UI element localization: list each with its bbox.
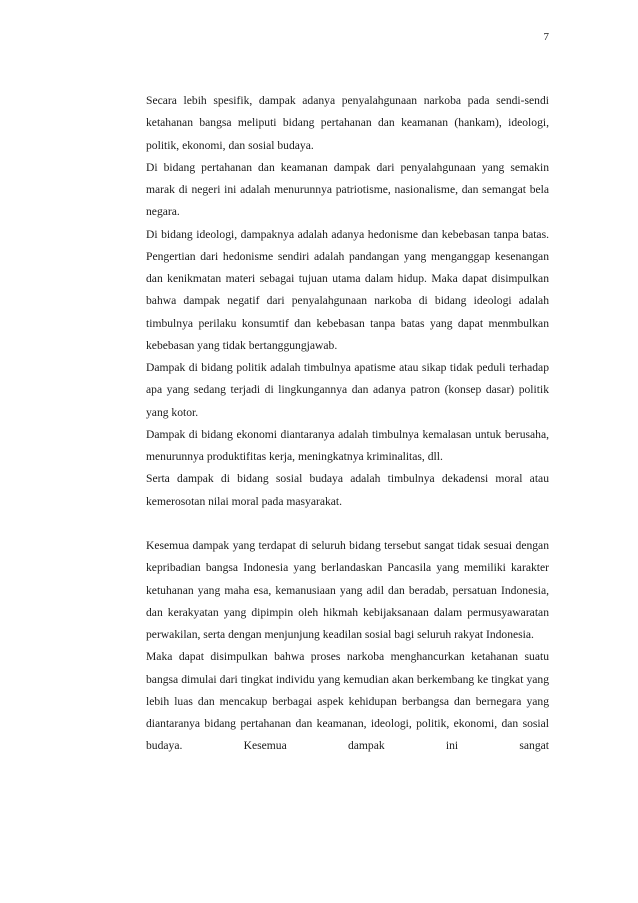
paragraph-conclusion: Maka dapat disimpulkan bahwa proses narkoba menghancurkan ketahanan suatu bangsa dimulai dari tingkat individu yang kemudian akan berkembang ke tingkat yang lebih luas dan mencakup berbagai aspek kehidupan berbangsa dan bernegara yang diantaranya bidang pertahanan dan keamanan, ideologi, politik, ekonomi, dan sosial budaya. Kesemua dampak ini sangat bbox=[146, 650, 549, 753]
paragraph-politics: Dampak di bidang politik adalah timbulnya apatisme atau sikap tidak peduli terhadap apa yang sedang terjadi di lingkungannya dan adanya patron (konsep dasar) politik yang kotor. bbox=[146, 361, 549, 419]
paragraph-spacer bbox=[146, 513, 549, 535]
paragraph-social-culture: Serta dampak di bidang sosial budaya adalah timbulnya dekadensi moral atau kemerosotan nilai moral pada masyarakat. bbox=[146, 472, 549, 508]
paragraph-hankam-intro: Secara lebih spesifik, dampak adanya penyalahgunaan narkoba pada sendi-sendi ketahanan bangsa meliputi bidang pertahanan dan keamanan (hankam), ideologi, politik, ekonomi, dan sosial budaya. bbox=[146, 94, 549, 152]
paragraph-ideology: Di bidang ideologi, dampaknya adalah adanya hedonisme dan kebebasan tanpa batas. Pengertian dari hedonisme sendiri adalah pandangan yang menganggap kesenangan dan kenikmatan materi sebagai tujuan utama dalam hidup. Maka dapat disimpulkan bahwa dampak negatif dari penyalahgunaan narkoba di bidang ideologi adalah timbulnya perilaku konsumtif dan kebebasan tanpa batas yang dapat menmbulkan kebebasan yang tidak bertanggungjawab. bbox=[146, 227, 549, 352]
body-text bbox=[146, 90, 549, 758]
page-number: 7 bbox=[543, 31, 549, 43]
paragraph-economy: Dampak di bidang ekonomi diantaranya adalah timbulnya kemalasan untuk berusaha, menurunnya produktifitas kerja, meningkatnya kriminalitas, dll. bbox=[146, 427, 549, 463]
paragraph-defense: Di bidang pertahanan dan keamanan dampak dari penyalahgunaan yang semakin marak di negeri ini adalah menurunnya patriotisme, nasionalisme, dan semangat bela negara. bbox=[146, 160, 549, 219]
paragraph-pancasila: Kesemua dampak yang terdapat di seluruh bidang tersebut sangat tidak sesuai dengan kepribadian bangsa Indonesia yang berlandaskan Pancasila yang memiliki karakter ketuhanan yang maha esa, kemanusiaan yang adil dan beradab, persatuan Indonesia, dan kerakyatan yang dipimpin oleh hikmah kebijaksanaan dalam permusyawaratan perwakilan, serta dengan menjunjung keadilan sosial bagi seluruh rakyat Indonesia. bbox=[146, 539, 549, 641]
